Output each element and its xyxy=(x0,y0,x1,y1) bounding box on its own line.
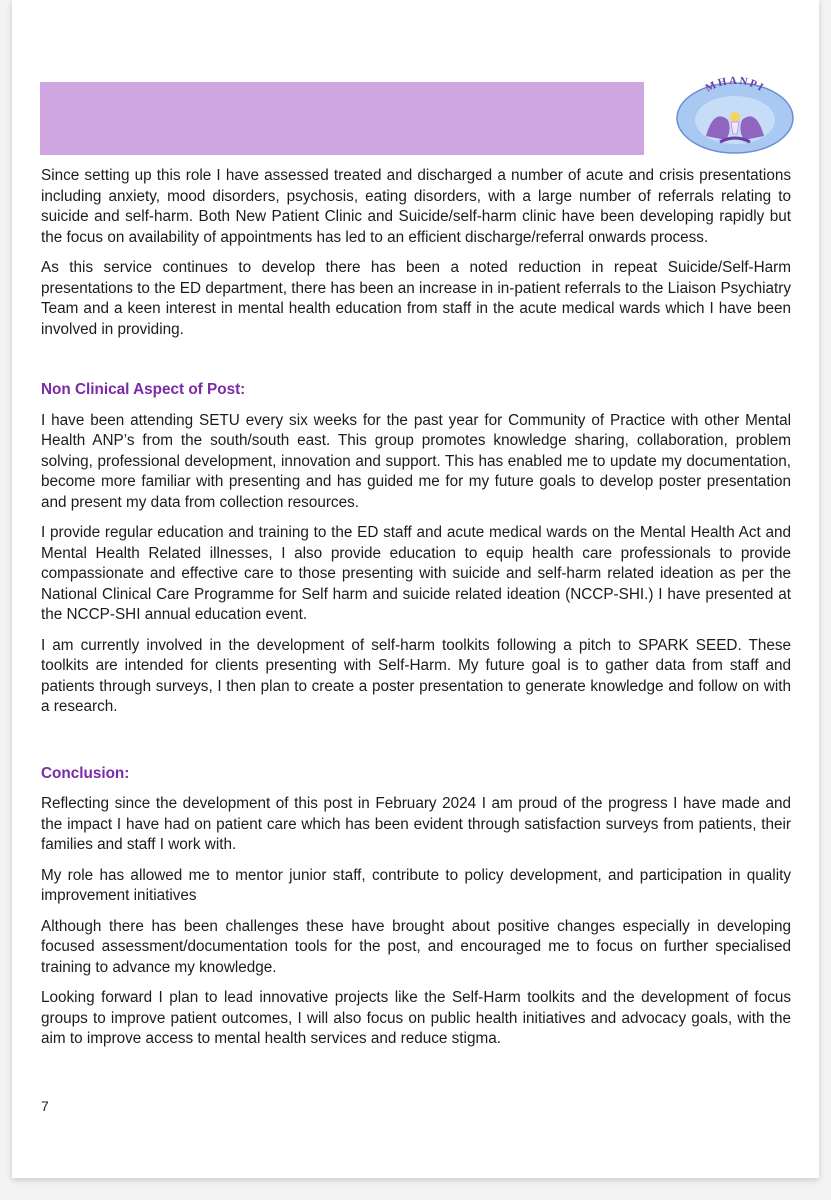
conclusion-paragraph-2: My role has allowed me to mentor junior staff, contribute to policy development, and participation in quality improvement initiatives xyxy=(41,866,791,904)
conclusion-heading: Conclusion: xyxy=(41,764,130,782)
page-number: 7 xyxy=(41,1098,49,1114)
non-clinical-paragraph-3: I am currently involved in the development of self-harm toolkits following a pitch to SPARK SEED. These toolkits are intended for clients presenting with Self-Harm. My future goal is to gather data from staff and patients through surveys, I then plan to create a poster presentation to generate knowledge and follow on with a research. xyxy=(41,636,791,715)
mhanpi-logo xyxy=(668,74,802,154)
header-banner xyxy=(40,82,644,155)
intro-paragraph-2: As this service continues to develop there has been a noted reduction in repeat Suicide/Self-Harm presentations to the ED department, there has been an increase in in-patient referrals to the Liaison Psychiatry Team and a keen interest in mental health education from staff in the acute medical wards which I have been involved in providing. xyxy=(41,259,791,338)
conclusion-paragraph-4: Looking forward I plan to lead innovative projects like the Self-Harm toolkits and the development of focus groups to improve patient outcomes, I will also focus on public health initiatives and advocacy goals, with the aim to improve access to mental health services and reduce stigma. xyxy=(41,989,791,1047)
non-clinical-paragraph-1: I have been attending SETU every six weeks for the past year for Community of Practice with other Mental Health ANP’s from the south/south east. This group promotes knowledge sharing, collaboration, problem solving, professional development, innovation and support. This has enabled me to update my documentation, become more familiar with presenting and has guided me for my future goals to develop poster presentation and present my data from collection resources. xyxy=(41,411,791,511)
non-clinical-paragraph-2: I provide regular education and training to the ED staff and acute medical wards on the Mental Health Act and Mental Health Related illnesses, I also provide education to equip health care professionals to provide compassionate and effective care to those presenting with suicide and self-harm related ideation as per the National Clinical Care Programme for Self harm and suicide related ideation (NCCP-SHI.) I have presented at the NCCP-SHI annual education event. xyxy=(41,524,791,623)
document-body xyxy=(41,166,791,1060)
conclusion-paragraph-3: Although there has been challenges these have brought about positive changes especially in developing focused assessment/documentation tools for the post, and encouraged me to focus on further specialised training to advance my knowledge. xyxy=(41,917,791,976)
non-clinical-heading: Non Clinical Aspect of Post: xyxy=(41,381,246,398)
document-page xyxy=(12,0,819,1178)
logo-text: MHANPI xyxy=(703,74,767,95)
conclusion-paragraph-1: Reflecting since the development of this post in February 2024 I am proud of the progress I have made and the impact I have had on patient care which has been evident through satisfaction surveys from patients, their families and staff I work with. xyxy=(41,795,791,853)
intro-paragraph-1: Since setting up this role I have assessed treated and discharged a number of acute and crisis presentations including anxiety, mood disorders, psychosis, eating disorders, with a large number of referrals relating to suicide and self-harm. Both New Patient Clinic and Suicide/self-harm clinic have been developing rapidly but the focus on availability of appointments has led to an efficient discharge/referral onwards process. xyxy=(41,167,791,246)
